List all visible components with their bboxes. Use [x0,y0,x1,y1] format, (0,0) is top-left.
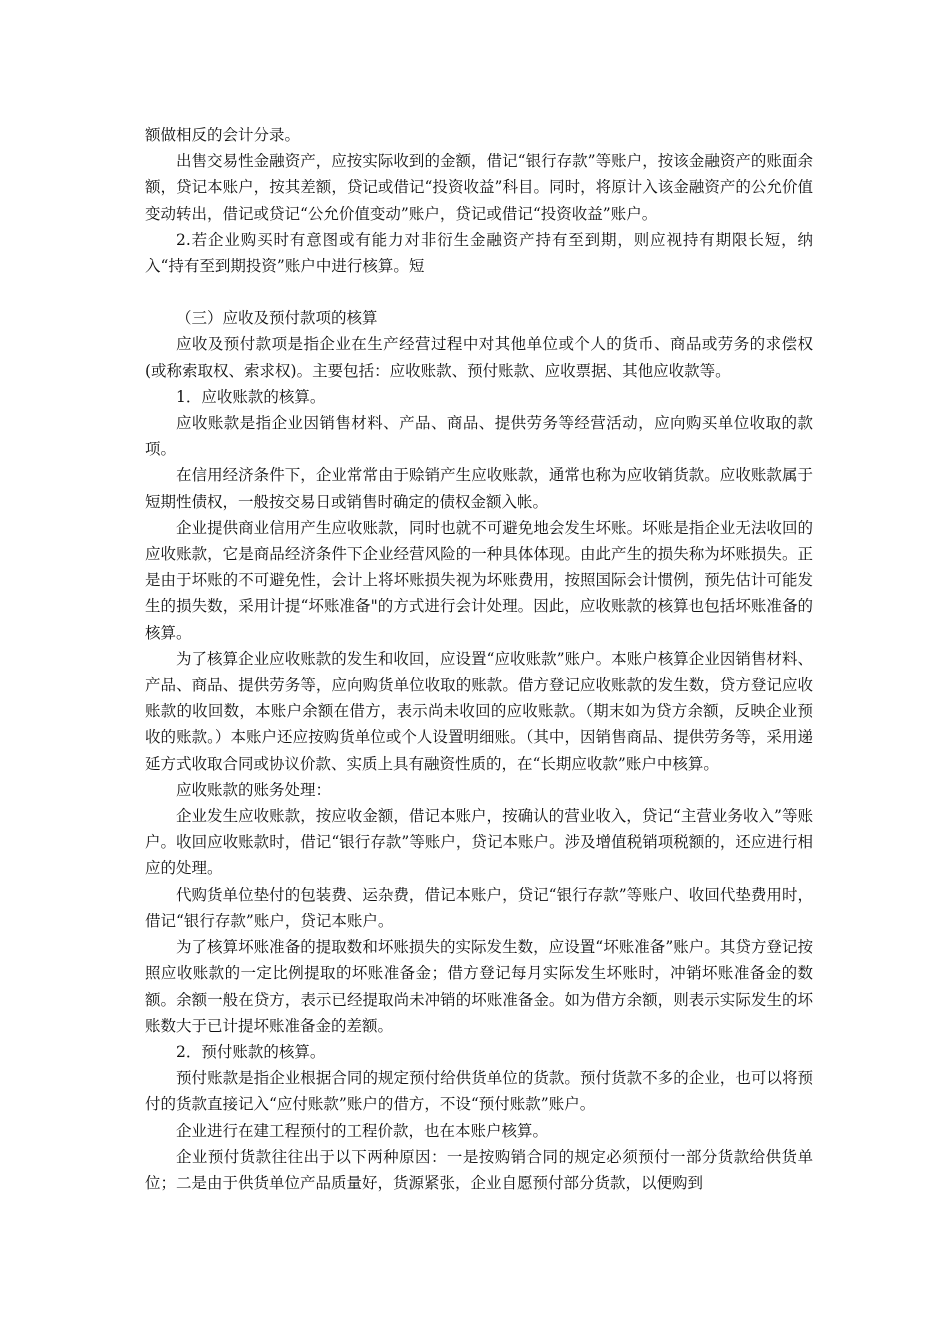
paragraph-2: 出售交易性金融资产，应按实际收到的金额，借记“银行存款”等账户，按该金融资产的账面余额，贷记本账户，按其差额，贷记或借记“投资收益”科目。同时，将原计入该金融资产的公允价值变动转出，借记或贷记“公允价值变动”账户，贷记或借记“投资收益”账户。 [145,152,813,223]
paragraph-17: 企业进行在建工程预付的工程价款，也在本账户核算。 [176,1121,549,1140]
paragraph-13: 代购货单位垫付的包装费、运杂费，借记本账户，贷记“银行存款”等账户、收回代垫费用时，借记“银行存款”账户，贷记本账户。 [145,885,813,930]
paragraph-3: 2.若企业购买时有意图或有能力对非衍生金融资产持有至到期，则应视持有期限长短，纳入“持有至到期投资”账户中进行核算。短 [145,230,813,276]
paragraph-9: 企业提供商业信用产生应收账款，同时也就不可避免地会发生坏账。坏账是指企业无法收回的应收账款，它是商品经济条件下企业经营风险的一种具体体现。由此产生的损失称为坏账损失。正是由于坏账的不可避免性，会计上将坏账损失视为坏账费用，按照国际会计惯例，预先估计可能发生的损失数，采用计提“坏账准备"的方式进行会计处理。因此，应收账款的核算也包括坏账准备的核算。 [145,518,813,642]
paragraph-10: 为了核算企业应收账款的发生和收回，应设置“应收账款”账户。本账户核算企业因销售材料、产品、商品、提供劳务等，应向购货单位收取的账款。借方登记应收账款的发生数，贷方登记应收账款的收回数，本账户余额在借方，表示尚未收回的应收账款。（期末如为贷方余额，反映企业预收的账款。）本账户还应按购货单位或个人设置明细账。（其中，因销售商品、提供劳务等，采用递延方式收取合同或协议价款、实质上具有融资性质的，在“长期应收款”账户中核算。 [145,649,813,773]
paragraph-18: 企业预付货款往往出于以下两种原因：一是按购销合同的规定必须预付一部分货款给供货单位；二是由于供货单位产品质量好，货源紧张，企业自愿预付部分货款，以便购到 [145,1147,813,1192]
paragraph-5: 应收及预付款项是指企业在生产经营过程中对其他单位或个人的货币、商品或劳务的求偿权(或称索取权、索求权)。主要包括：应收账款、预付账款、应收票据、其他应收款等。 [145,335,813,380]
paragraph-1: 额做相反的会计分录。 [145,126,301,144]
paragraph-14: 为了核算坏账准备的提取数和坏账损失的实际发生数，应设置“坏账准备”账户。其贷方登记按照应收账款的一定比例提取的坏账准备金；借方登记每月实际发生坏账时，冲销坏账准备金的数额。余额一般在贷方，表示已经提取尚未冲销的坏账准备金。如为借方余额，则表示实际发生的坏账数大于已计提坏账准备金的差额。 [145,938,813,1035]
section-heading: （三）应收及预付款项的核算 [176,309,378,328]
document-page [145,122,813,1196]
paragraph-12: 企业发生应收账款，按应收金额，借记本账户，按确认的营业收入，贷记“主营业务收入”等账户。收回应收账款时，借记“银行存款”等账户，贷记本账户。涉及增值税销项税额的，还应进行相应的处理。 [145,807,813,878]
paragraph-11: 应收账款的账务处理： [176,780,332,799]
paragraph-16: 预付账款是指企业根据合同的规定预付给供货单位的货款。预付货款不多的企业，也可以将预付的货款直接记入“应付账款”账户的借方，不设“预付账款”账户。 [145,1069,813,1114]
blank-line [145,279,813,305]
subheading-prepayments: 2．预付账款的核算。 [176,1042,326,1061]
paragraph-7: 应收账款是指企业因销售材料、产品、商品、提供劳务等经营活动，应向购买单位收取的款项。 [145,414,813,459]
subheading-receivables: 1．应收账款的核算。 [176,387,326,406]
paragraph-8: 在信用经济条件下，企业常常由于赊销产生应收账款，通常也称为应收销货款。应收账款属于短期性债权，一般按交易日或销售时确定的债权金额入帐。 [145,466,813,511]
